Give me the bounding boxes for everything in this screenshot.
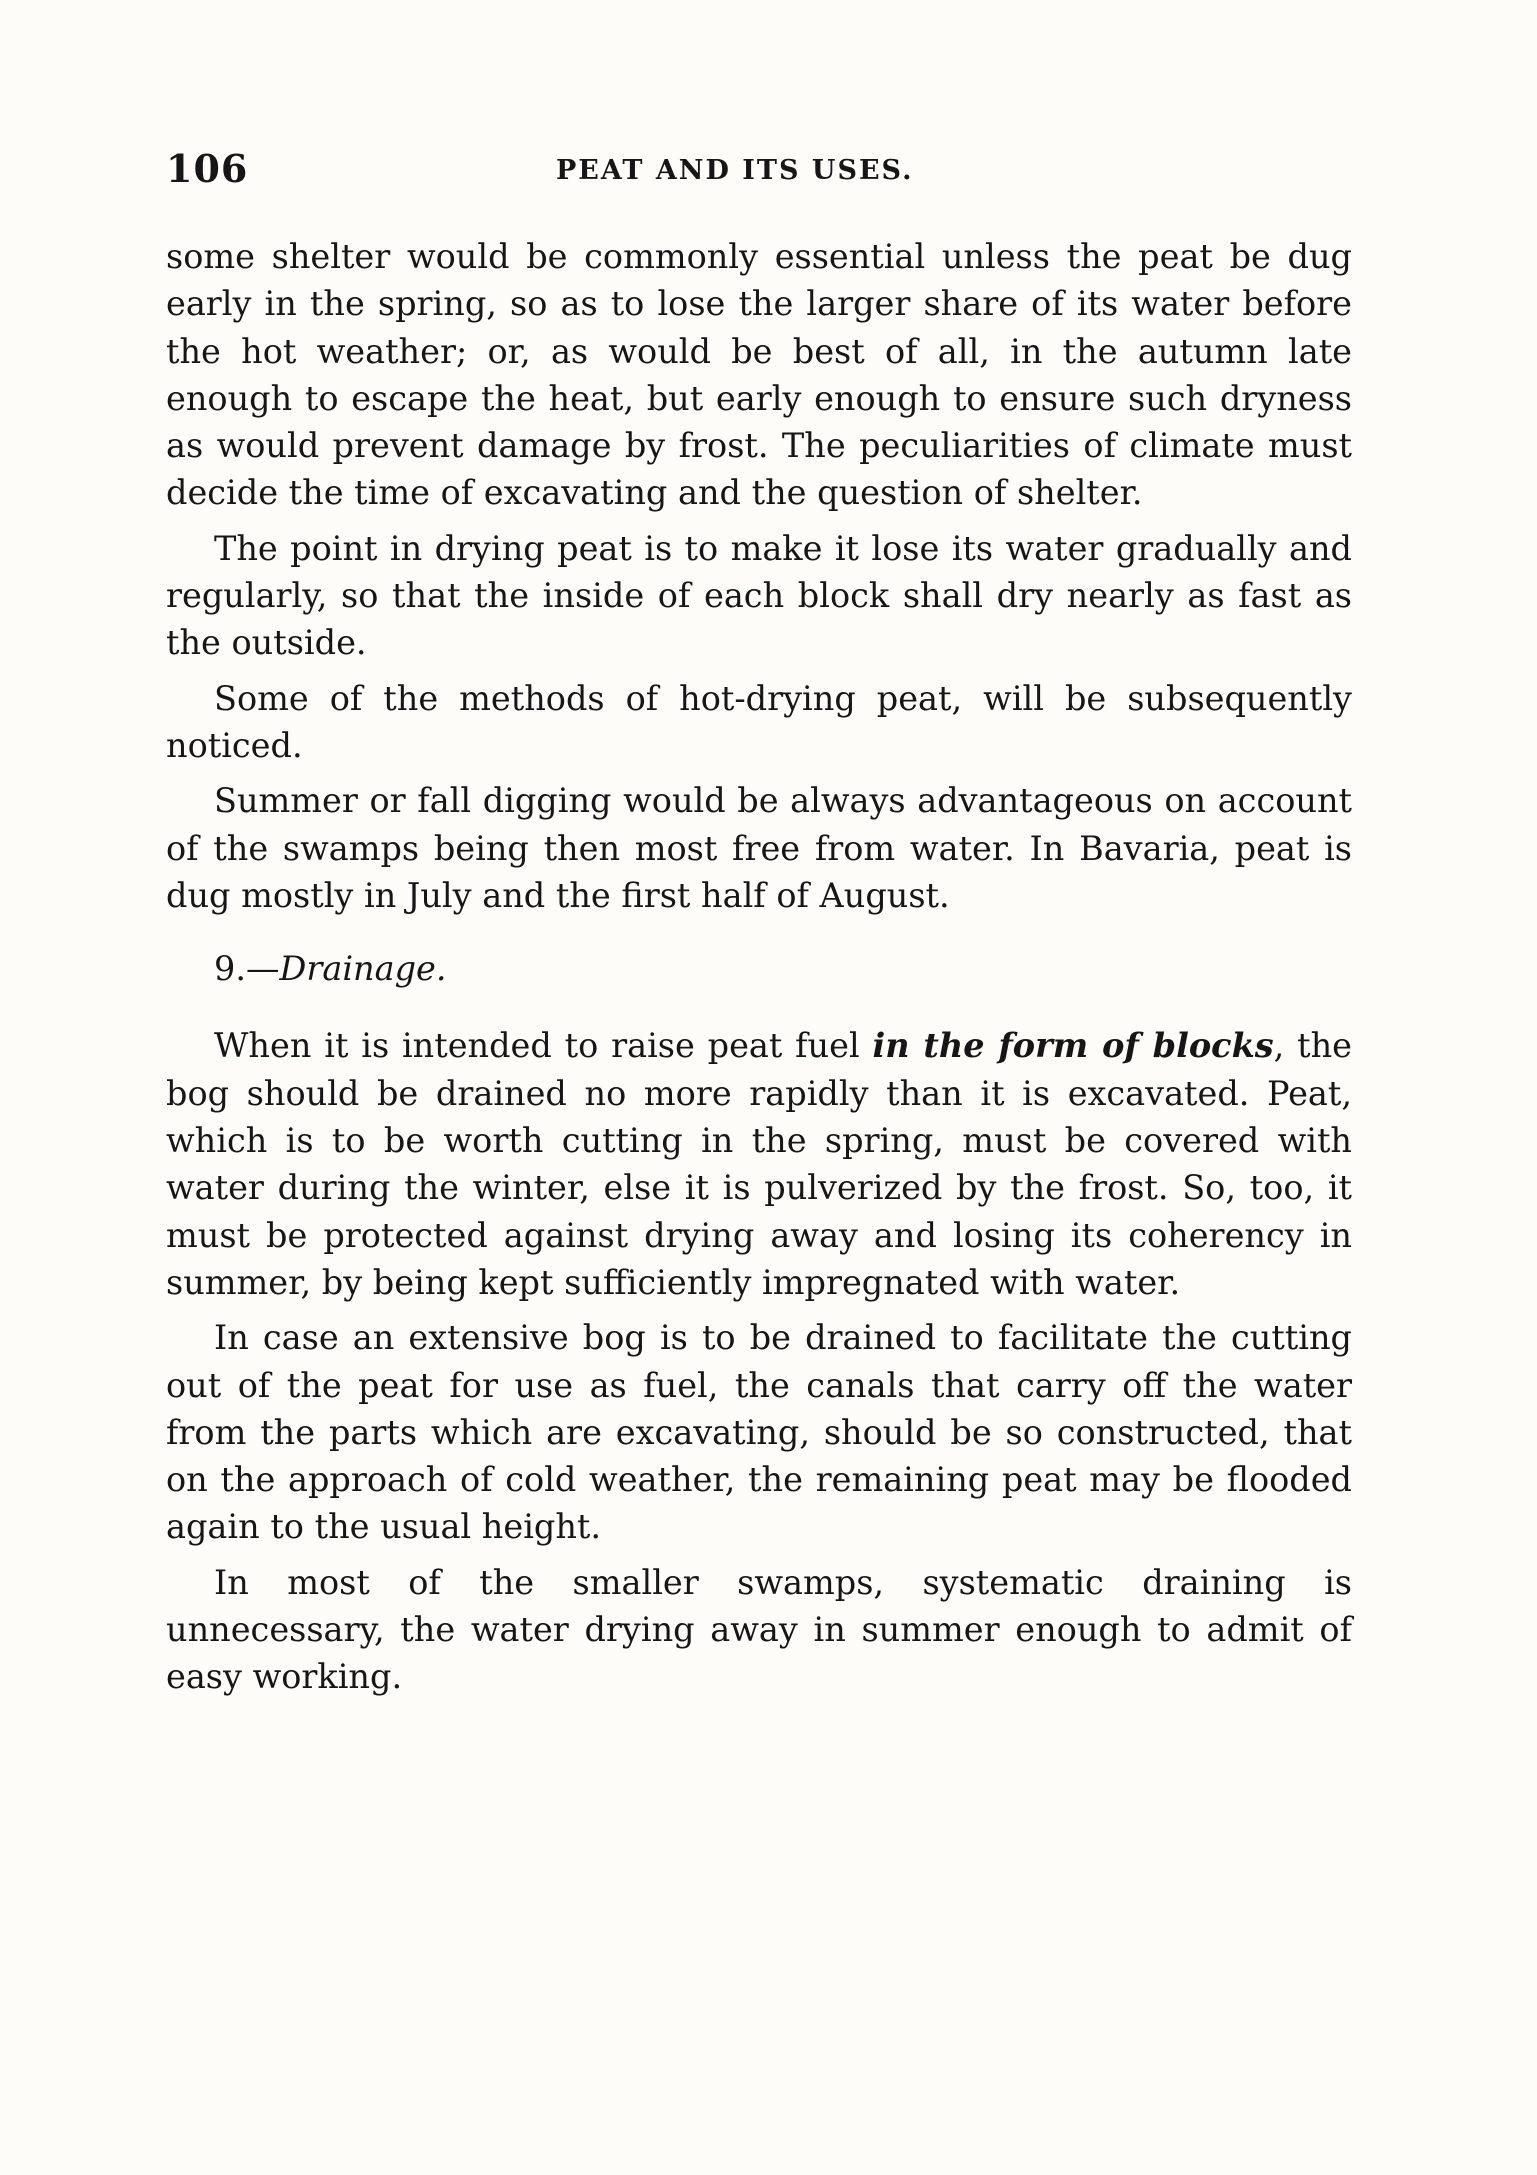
running-title: PEAT AND ITS USES. [556, 155, 914, 186]
paragraph: some shelter would be commonly essential unless the peat be dug early in the spring, so as to lose the larger share of its water before the hot weather; or, as would be best of all, in the autumn late enough to escape the heat, but early enough to ensure such dryness as would prevent damage by frost. The peculiarities of climate must decide the time of excavating and the question of shelter. [166, 237, 1352, 513]
page-body [166, 233, 1352, 1709]
paragraph-rest: , the bog should be drained no more rapidly than it is excavated. Peat, which is to be worth cutting in the spring, must be covered with water during the winter, else it is pulverized by the frost. So, too, it must be protected against drying away and losing its coherency in summer, by being kept sufficiently impregnated with water. [166, 1026, 1352, 1302]
paragraph [166, 1022, 1352, 1306]
page-number: 106 [166, 146, 249, 191]
paragraph: In case an extensive bog is to be drained to facilitate the cutting out of the peat for use as fuel, the canals that carry off the water from the parts which are excavating, should be so constructed, that on the approach of cold weather, the remaining peat may be flooded again to the usual height. [166, 1318, 1352, 1547]
section-title: Drainage. [279, 949, 447, 989]
paragraph-lead: When it is intended to raise peat fuel [214, 1026, 873, 1066]
section-heading [214, 945, 1352, 992]
section-number: 9.— [214, 949, 280, 989]
emphasized-phrase: in the form of blocks [872, 1026, 1274, 1066]
paragraph: Summer or fall digging would be always advantageous on account of the swamps being then most free from water. In Bavaria, peat is dug mostly in July and the first half of August. [166, 781, 1352, 915]
paragraph: Some of the methods of hot-drying peat, will be subsequently noticed. [166, 678, 1352, 765]
paragraph: The point in drying peat is to make it lose its water gradually and regularly, so that the inside of each block shall dry nearly as fast as the outside. [166, 528, 1352, 663]
paragraph: In most of the smaller swamps, systematic draining is unnecessary, the water drying away in summer enough to admit of easy working. [166, 1562, 1352, 1697]
page-header [166, 146, 1366, 196]
